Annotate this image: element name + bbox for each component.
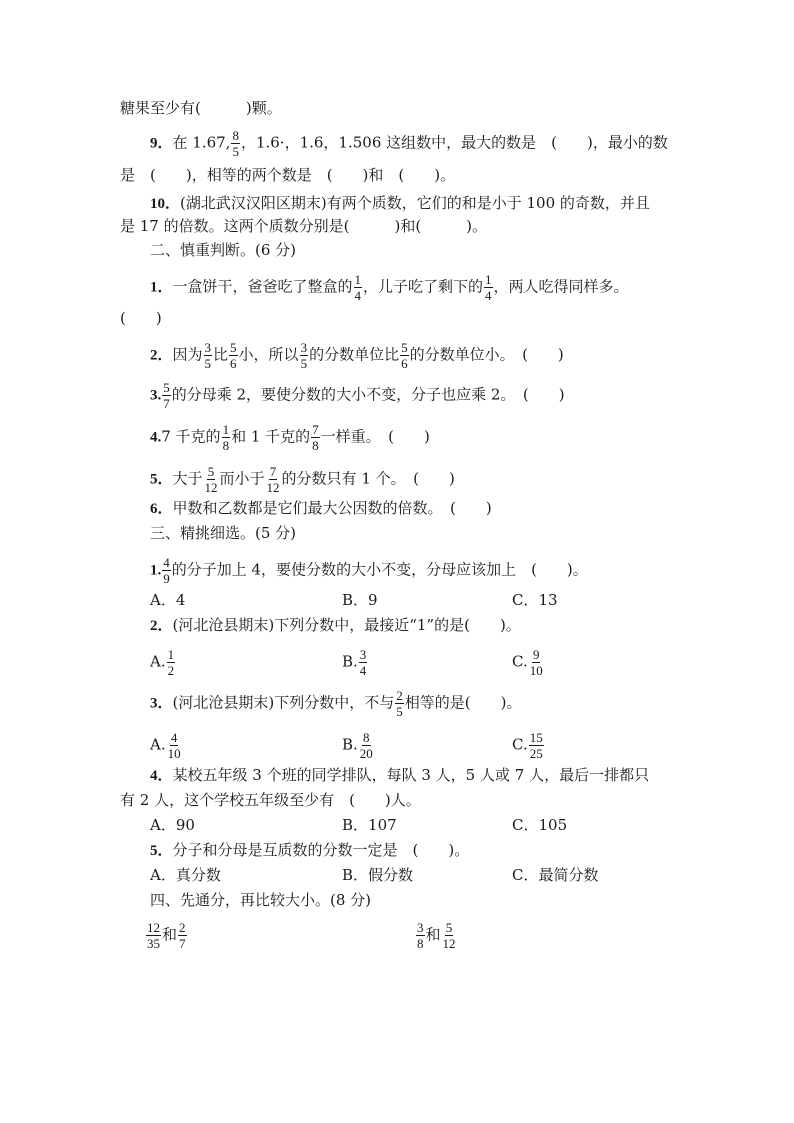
option-b: B．107 xyxy=(342,816,397,834)
choice-item-4: 4．某校五年级 3 个班的同学排队，每队 3 人，5 人或 7 人，最后一排都只 xyxy=(150,766,650,784)
text: 是 ( )，相等的两个数是 ( )和 ( )。 xyxy=(120,166,456,184)
text: 在 1.67, xyxy=(172,133,231,152)
section-title: 四、先通分，再比较大小。(8 分) xyxy=(150,891,372,909)
option-b: B．假分数 xyxy=(342,866,414,884)
judge-item-5: 5．大于 $\frac{5}{12}$ 而小于 $\frac{7}{12}$ 的分数只有 1 个。 ( ) xyxy=(150,464,455,495)
section-4-title xyxy=(150,890,371,910)
option-a: A. $\frac{4}{10}$ xyxy=(150,730,181,761)
question-9-line2 xyxy=(120,165,455,185)
fraction: $\frac{2}{5}$ xyxy=(396,688,403,719)
option-b: B. $\frac{3}{4}$ xyxy=(342,647,367,678)
compare-pair-2: $\frac{3}{8}$ 和 $\frac{5}{12}$ xyxy=(417,920,456,951)
section-2-title xyxy=(150,240,296,260)
fraction: $\frac{7}{8}$ xyxy=(312,422,319,453)
section-title: 二、慎重判断。(6 分) xyxy=(150,241,297,259)
fraction: $\frac{5}{12}$ xyxy=(204,464,218,495)
text: 是 17 的倍数。这两个质数分别是( )和( )。 xyxy=(120,217,488,235)
choice-item-4-line2: 有 2 人，这个学校五年级至少有 ( )人。 xyxy=(120,791,421,809)
question-10 xyxy=(150,193,650,214)
fraction: $\frac{5}{7}$ xyxy=(163,380,170,411)
question-number: 9． xyxy=(150,135,173,152)
judge-item-2: 2．因为 $\frac{3}{5}$ 比 $\frac{5}{6}$ 小，所以 $\frac{3}{5}$ 的分数单位比 $\frac{5}{6}$ 的分数单位小。 ( ) xyxy=(150,340,564,371)
fraction: $\frac{3}{5}$ xyxy=(204,340,212,371)
section-3-title xyxy=(150,523,296,543)
judge-item-4: 4.7 千克的 $\frac{1}{8}$ 和 1 千克的 $\frac{7}{8}$ 一样重。 ( ) xyxy=(150,422,430,453)
option-c: C. $\frac{9}{10}$ xyxy=(512,647,543,678)
choice-item-1: 1. $\frac{4}{9}$ 的分子加上 4，要使分数的大小不变，分母应该加上 ( )。 xyxy=(150,555,588,586)
text: (湖北武汉汉阳区期末)有两个质数，它们的和是小于 100 的奇数，并且 xyxy=(180,194,650,212)
compare-pair-1: $\frac{12}{35}$ 和 $\frac{2}{7}$ xyxy=(147,920,186,951)
option-b: B．9 xyxy=(342,591,378,609)
question-10-line2 xyxy=(120,216,487,236)
fraction: $\frac{1}{4}$ xyxy=(354,272,362,303)
option-c: C．105 xyxy=(512,816,568,834)
option-c: C．最简分数 xyxy=(512,866,599,884)
choice-item-2: 2．(河北沧县期末)下列分数中，最接近“1”的是( )。 xyxy=(150,616,521,634)
fraction: $\frac{7}{12}$ xyxy=(266,464,280,495)
judge-item-1-answer: ( ) xyxy=(120,309,162,327)
fraction: $\frac{8}{5}$ xyxy=(232,128,239,159)
judge-item-6: 6．甲数和乙数都是它们最大公因数的倍数。 ( ) xyxy=(150,499,492,517)
option-a: A．4 xyxy=(150,591,186,609)
fraction: $\frac{3}{5}$ xyxy=(300,340,308,371)
fraction: $\frac{5}{6}$ xyxy=(230,340,237,371)
choice-item-5: 5．分子和分母是互质数的分数一定是 ( )。 xyxy=(150,841,470,859)
option-a: A．真分数 xyxy=(150,866,221,884)
fraction: $\frac{5}{6}$ xyxy=(401,340,408,371)
text: ，1.6·，1.6，1.506 这组数中，最大的数是 ( )，最小的数 xyxy=(240,133,668,152)
option-a: A．90 xyxy=(150,816,195,834)
fraction: $\frac{1}{8}$ xyxy=(222,422,230,453)
option-c: C. $\frac{15}{25}$ xyxy=(512,730,543,761)
choice-item-3: 3．(河北沧县期末)下列分数中，不与 $\frac{2}{5}$ 相等的是( )。 xyxy=(150,688,522,719)
question-9 xyxy=(150,128,668,159)
judge-item-3: 3. $\frac{5}{7}$ 的分母乘 2，要使分数的大小不变，分子也应乘 2。 ( ) xyxy=(150,380,565,411)
text: 糖果至少有( )颗。 xyxy=(120,99,282,117)
fraction: $\frac{4}{9}$ xyxy=(163,555,170,586)
carryover-line xyxy=(120,98,282,118)
option-c: C．13 xyxy=(512,591,558,609)
question-number: 10． xyxy=(150,196,181,212)
option-b: B. $\frac{8}{20}$ xyxy=(342,730,373,761)
judge-item-1: 1．一盒饼干，爸爸吃了整盒的 $\frac{1}{4}$ ，儿子吃了剩下的 $\frac{1}{4}$ ，两人吃得同样多。 xyxy=(150,272,629,303)
fraction: $\frac{1}{4}$ xyxy=(485,272,492,303)
section-title: 三、精挑细选。(5 分) xyxy=(150,524,297,542)
option-a: A. $\frac{1}{2}$ xyxy=(150,647,175,678)
